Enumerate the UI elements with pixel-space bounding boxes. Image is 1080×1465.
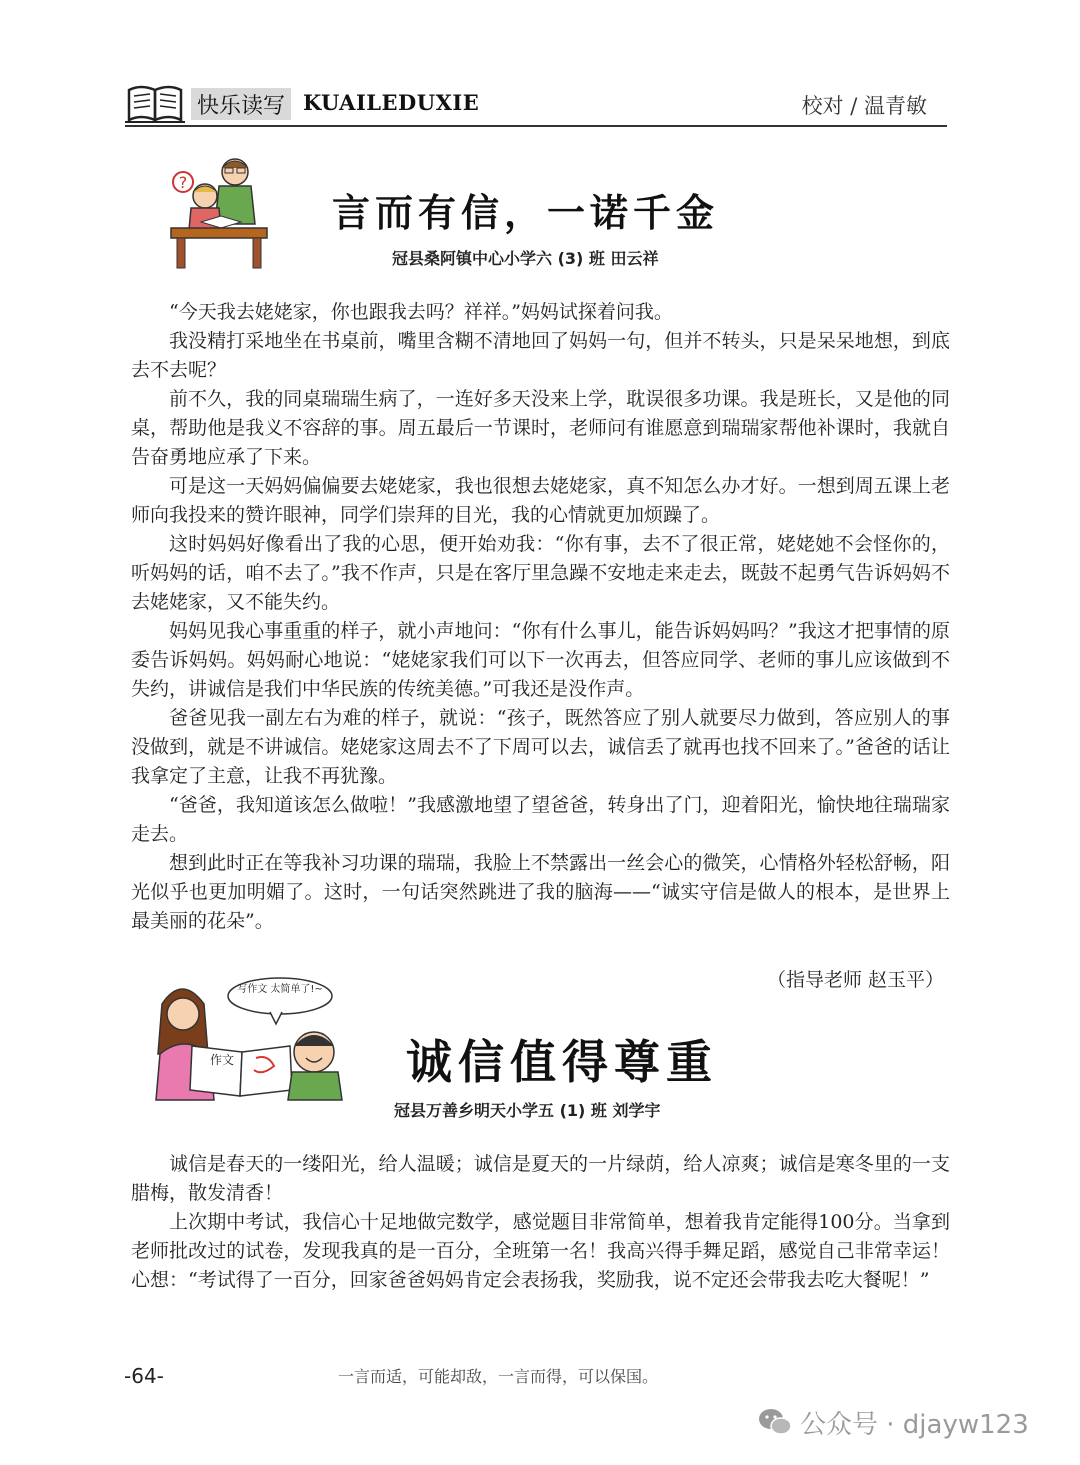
mother-child-reading-illustration — [152, 974, 352, 1102]
paragraph: “爸爸，我知道该怎么做啦！”我感激地望了望爸爸，转身出了门，迎着阳光，愉快地往瑞瑞家走去。 — [131, 794, 950, 845]
watermark — [758, 1402, 1029, 1442]
open-book-icon — [125, 82, 185, 124]
paragraph: 前不久，我的同桌瑞瑞生病了，一连好多天没来上学，耽误很多功课。我是班长，又是他的同桌，帮助他是我义不容辞的事。周五最后一节课时，老师问有谁愿意到瑞瑞家帮他补课时，我就自告奋勇地应承了下来。 — [131, 388, 950, 468]
paragraph: “今天我去姥姥家，你也跟我去吗？祥祥。”妈妈试探着问我。 — [169, 301, 673, 323]
watermark-text: 公众号 · djayw123 — [800, 1409, 1029, 1440]
paragraph: 想到此时正在等我补习功课的瑞瑞，我脸上不禁露出一丝会心的微笑，心情格外轻松舒畅，阳光似乎也更加明媚了。这时，一句话突然跳进了我的脑海——“诚实守信是做人的根本，是世界上最美丽的花朵”。 — [131, 852, 950, 932]
footer-quote: 一言而适，可能却敌，一言而得，可以保国。 — [338, 1367, 659, 1386]
brand-chinese: 快乐读写 — [191, 88, 291, 120]
wechat-icon — [758, 1407, 792, 1437]
paragraph: 上次期中考试，我信心十足地做完数学，感觉题目非常简单，想着我肯定能得100分。当拿到老师批改过的试卷，发现我真的是一百分，全班第一名！我高兴得手舞足蹈，感觉自己非常幸运！心想：“考试得了一百分，回家爸爸妈妈肯定会表扬我，奖励我，说不定还会带我去吃大餐呢！” — [131, 1211, 950, 1291]
article2-body — [131, 1150, 950, 1295]
bubble-text: 写作文 太简单了!~ — [237, 984, 323, 995]
article2-byline: 冠县万善乡明天小学五 (1) 班 刘学宇 — [394, 1101, 661, 1120]
page-header — [125, 78, 947, 128]
article2-title: 诚信值得尊重 — [406, 1035, 718, 1089]
brand-english: KUAILEDUXIE — [303, 90, 480, 115]
students-studying-illustration — [163, 152, 279, 274]
paragraph: 诚信是春天的一缕阳光，给人温暖；诚信是夏天的一片绿荫，给人凉爽；诚信是寒冬里的一支腊梅，散发清香！ — [131, 1153, 950, 1204]
paragraph: 爸爸见我一副左右为难的样子，就说：“孩子，既然答应了别人就要尽力做到，答应别人的事没做到，就是不讲诚信。姥姥家这周去不了下周可以去，诚信丢了就再也找不回来了。”爸爸的话让我拿定了主意，让我不再犹豫。 — [131, 707, 950, 787]
paragraph: 我没精打采地坐在书桌前，嘴里含糊不清地回了妈妈一句，但并不转头，只是呆呆地想，到底去不去呢？ — [131, 330, 950, 381]
article1-body — [131, 298, 950, 936]
paragraph: 这时妈妈好像看出了我的心思，便开始劝我：“你有事，去不了很正常，姥姥她不会怪你的，听妈妈的话，咱不去了。”我不作声，只是在客厅里急躁不安地走来走去，既鼓不起勇气告诉妈妈不去姥姥家，又不能失约。 — [131, 533, 950, 613]
paper-text: 作文 — [210, 1053, 235, 1067]
article1-title: 言而有信，一诺千金 — [332, 191, 720, 235]
svg-text:?: ? — [178, 173, 188, 192]
header-rule — [125, 125, 947, 127]
proofreader-credit: 校对 / 温青敏 — [801, 94, 927, 118]
paragraph: 妈妈见我心事重重的样子，就小声地问：“你有什么事儿，能告诉妈妈吗？”我这才把事情的原委告诉妈妈。妈妈耐心地说：“姥姥家我们可以下一次再去，但答应同学、老师的事儿应该做到不失约，讲诚信是我们中华民族的传统美德。”可我还是没作声。 — [131, 620, 950, 700]
paragraph: 可是这一天妈妈偏偏要去姥姥家，我也很想去姥姥家，真不知怎么办才好。一想到周五课上老师向我投来的赞许眼神，同学们崇拜的目光，我的心情就更加烦躁了。 — [131, 475, 950, 526]
article1-byline: 冠县桑阿镇中心小学六 (3) 班 田云祥 — [392, 249, 659, 268]
page-number: -64- — [124, 1364, 164, 1388]
article1-teacher: （指导老师 赵玉平） — [766, 969, 944, 991]
